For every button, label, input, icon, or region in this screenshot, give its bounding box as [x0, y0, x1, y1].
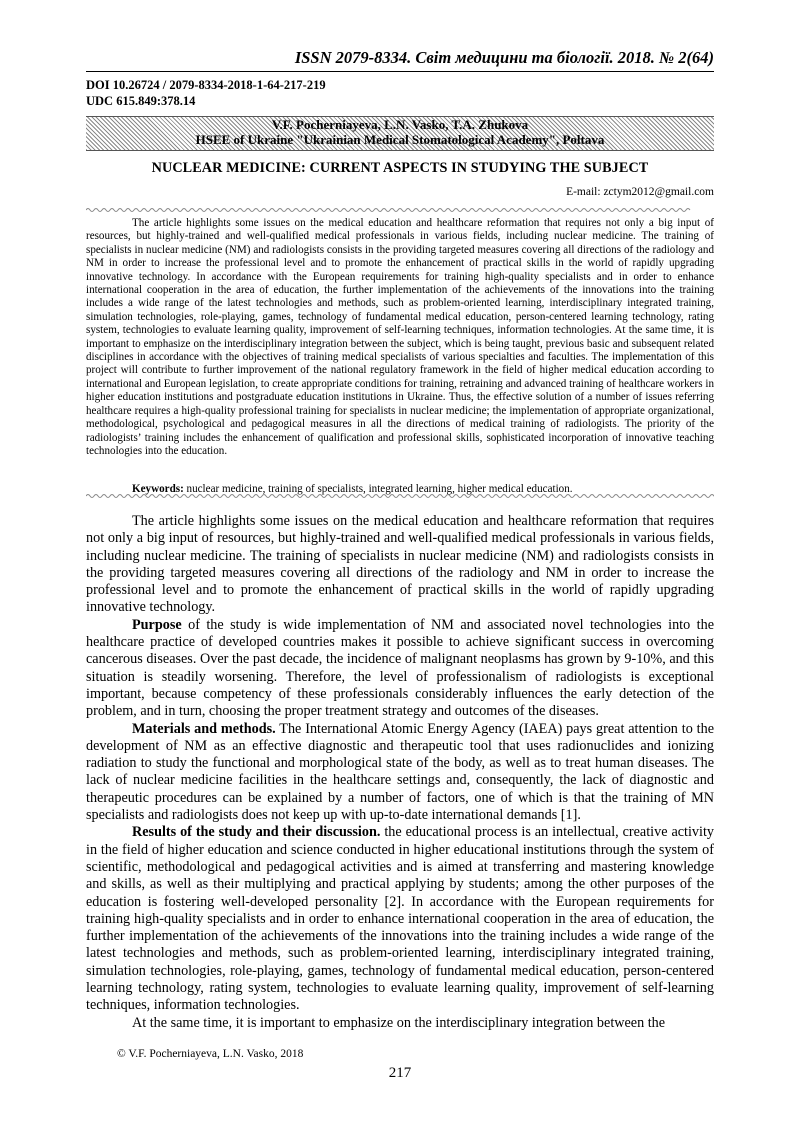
copyright-notice: © V.F. Pocherniayeva, L.N. Vasko, 2018 — [117, 1048, 304, 1060]
methods-paragraph — [86, 721, 714, 825]
intro-paragraph: The article highlights some issues on the medical education and healthcare reformation that requires not only a big input of resources, but highly-trained and well-qualified medical professionals in various fields, including nuclear medicine. The training of specialists in nuclear medicine (NM) and radiologists consists in the providing targeted measures covering all directions of the radiology and NM in order to increase the professional level and to promote the enhancement of practical skills in the world of rapidly upgrading innovative technology. — [86, 513, 714, 616]
keywords-text: nuclear medicine, training of specialists, integrated learning, higher medical education. — [183, 483, 573, 495]
purpose-paragraph — [86, 617, 714, 721]
abstract-top-wavy-rule — [86, 206, 714, 214]
header-rule — [86, 71, 714, 72]
continuation-paragraph: At the same time, it is important to emphasize on the interdisciplinary integration between the — [132, 1014, 666, 1031]
abstract-bottom-wavy-rule — [86, 492, 714, 500]
authors: V.F. Pocherniayeva, L.N. Vasko, T.A. Zhukova — [271, 117, 529, 132]
abstract-text: The article highlights some issues on the medical education and healthcare reformation that requires not only a big input of resources, but highly-trained and well-qualified medical professionals in various fields, including nuclear medicine. The training of specialists in nuclear medicine (NM) and radiologists consists in the providing targeted measures covering all directions of the radiology and NM in order to increase the professional level and to promote the enhancement of practical skills in the world of rapidly upgrading innovative technology. In accordance with the European requirements for training high-quality specialists and in order to enhance international cooperation in the area of education, the further implementation of the achievements of the innovations into the training includes a wide range of the latest technologies and methods, such as problem-oriented learning, interdisciplinary integrated training, simulation technologies, role-playing, games, technology of fundamental medical education, person-centered learning technology, rating system, technologies to evaluate learning quality, improvement of self-learning techniques, information technologies. At the same time, it is important to emphasize on the interdisciplinary integration between the subject, which is being taught, previous basic and subsequent related disciplines in accordance with the objectives of training medical specialists of various specialties and faculties. The implementation of this project will contribute to further improvement of the national regulatory framework in the field of higher medical education according to international and European legislation, to create appropriate conditions for training, retraining and advanced training of healthcare workers in higher education institutions and postgraduate education institutions in Ukraine. Thus, the effective solution of a number of issues referring healthcare requires a high-quality professional training for specialists in nuclear medicine; the implementation of appropriate organizational, methodological, psychological and pedagogical measures in all the directions of medical training of radiologists. The priority of the radiologists’ training includes the enhancement of qualification and professional skills, sophisticated incorporation of innovative teaching technologies into the education. — [86, 217, 714, 457]
running-head: ISSN 2079-8334. Світ медицини та біології. 2018. № 2(64) — [294, 48, 714, 67]
article-body — [86, 513, 714, 1032]
results-label: Results of the study and their discussion. — [132, 824, 381, 841]
author-email[interactable]: E-mail: zctym2012@gmail.com — [566, 186, 714, 198]
methods-text: The International Atomic Energy Agency (IAEA) pays great attention to the development of NM as an effective diagnostic and therapeutic tool that uses radionuclides and ionizing radiation to study the functional and morphological state of the body, as well as to treat human diseases. The lack of nuclear medicine facilities in the healthcare settings and, consequently, the lack of diagnostic and therapeutic procedures can be explained by a number of factors, one of which is that the training of MN specialists and radiologists does not keep up with up-to-date international demands [1]. — [86, 720, 714, 824]
affiliation: HSEE of Ukraine "Ukrainian Medical Stomatological Academy", Poltava — [195, 132, 605, 147]
purpose-text: of the study is wide implementation of NM and associated novel technologies into the healthcare practice of developed countries makes it possible to achieve significant success in overcoming cancerous diseases. Over the past decade, the incidence of malignant neoplasms has grown by 9-10%, and this situation is steadily worsening. Therefore, the level of professionalism of radiologists is exceptional important, because competency of these professionals considerably influences the early detection of the problem, and in turn, choosing the proper treatment strategy and outcomes of the diseases. — [86, 616, 714, 720]
page-number: 217 — [388, 1065, 412, 1081]
udc: UDC 615.849:378.14 — [86, 94, 196, 108]
results-text: the educational process is an intellectual, creative activity in the field of higher education and science conducted in higher educational institutions through the system of scientific, methodological and pedagogical activities and is aimed at transferring and mastering knowledge and skills, as well as their multiplying and practical applying by students; among the other purposes of the education is fostering well-developed personality [2]. In accordance with the European requirements for training high-quality specialists and in order to enhance international cooperation in the area of education, the further implementation of the achievements of the innovations into the training includes a wide range of the latest technologies and methods, such as problem-oriented learning, interdisciplinary integrated training, simulation technologies, role-playing, games, technology of fundamental medical education, person-centered learning technology, rating system, technologies to evaluate learning quality, improvement of self-learning techniques, information technologies. — [86, 824, 714, 1014]
purpose-label: Purpose — [132, 616, 182, 633]
article-title: NUCLEAR MEDICINE: CURRENT ASPECTS IN STUDYING THE SUBJECT — [151, 160, 649, 176]
methods-label: Materials and methods. — [132, 720, 276, 737]
keywords-label: Keywords: — [132, 483, 184, 495]
results-paragraph — [86, 824, 714, 1014]
doi: DOI 10.26724 / 2079-8334-2018-1-64-217-219 — [86, 78, 326, 92]
